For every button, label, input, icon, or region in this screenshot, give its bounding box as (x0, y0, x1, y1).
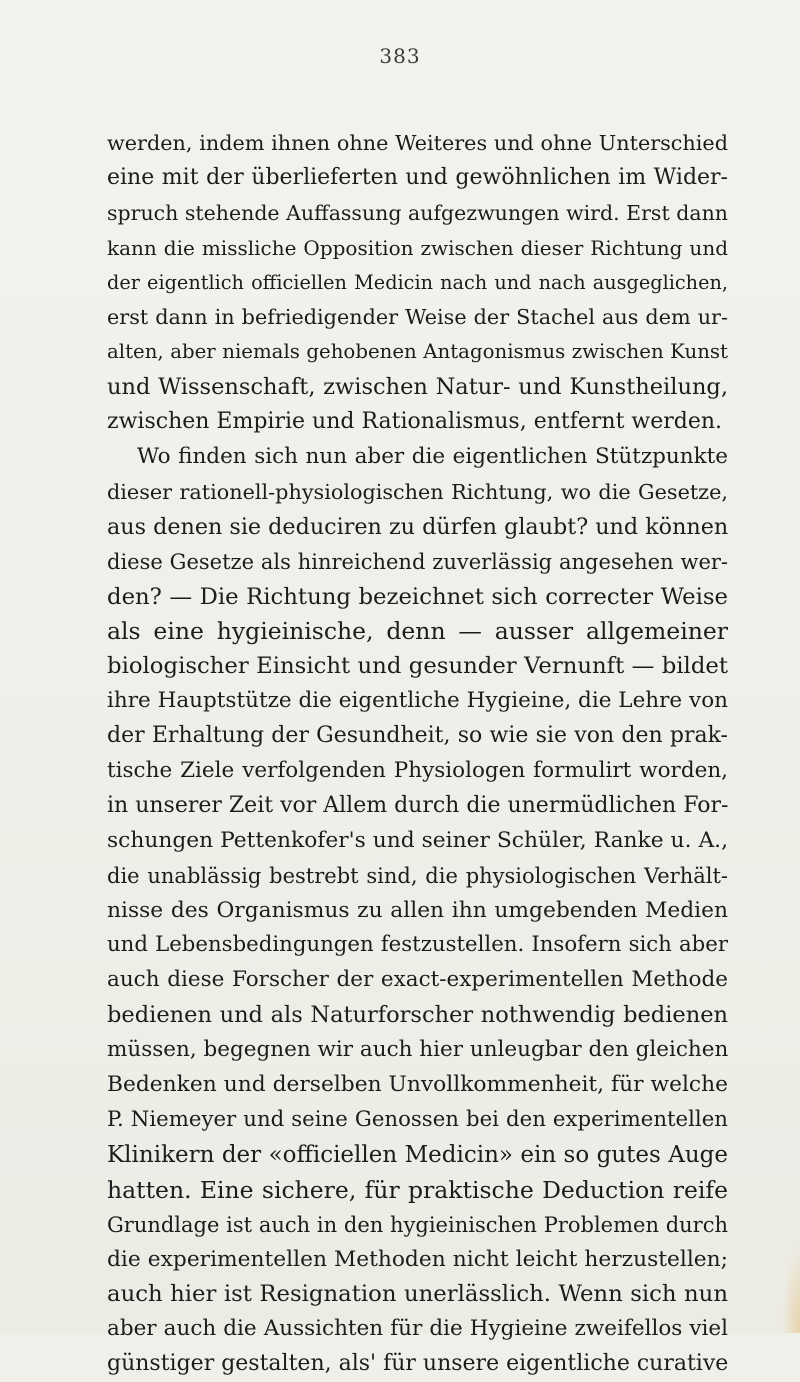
text-line: Bedenken und derselben Unvollkommenheit, für welche (107, 1072, 728, 1098)
text-line: werden, indem ihnen ohne Weiteres und ohne Unterschied (107, 131, 728, 155)
text-line: Grundlage ist auch in den hygieinischen Problemen durch (107, 1212, 728, 1237)
text-line: hatten. Eine sichere, für praktische Deduction reife (107, 1175, 728, 1204)
body-text (107, 126, 728, 1382)
text-line: ihre Hauptstütze die eigentliche Hygieine, die Lehre von (107, 688, 728, 714)
text-line: günstiger gestalten, als' für unsere eigentliche curative (107, 1351, 728, 1377)
text-line: dieser rationell-physiologischen Richtung, wo die Gesetze, (107, 479, 728, 504)
text-line: in unserer Zeit vor Allem durch die unermüdlichen For- (107, 792, 728, 818)
text-line: P. Niemeyer und seine Genossen bei den experimentellen (107, 1106, 728, 1132)
text-line: müssen, begegnen wir auch hier unleugbar den gleichen (107, 1037, 728, 1063)
text-line: und Lebensbedingungen festzustellen. Insofern sich aber (107, 932, 728, 958)
text-line: eine mit der überlieferten und gewöhnlichen im Wider- (107, 164, 728, 190)
text-line: alten, aber niemals gehobenen Antagonismus zwischen Kunst (107, 340, 728, 364)
text-line: der eigentlich officiellen Medicin nach und nach ausgeglichen, (107, 270, 728, 294)
text-line: nisse des Organismus zu allen ihn umgebenden Medien (107, 897, 728, 923)
paper-stain (782, 1243, 800, 1333)
text-line: bedienen und als Naturforscher nothwendig bedienen (107, 1002, 728, 1029)
text-line: erst dann in befriedigender Weise der Stachel aus dem ur- (107, 305, 728, 330)
text-line: und Wissenschaft, zwischen Natur- und Kunstheilung, (107, 374, 728, 401)
text-line: als eine hygieinische, denn — ausser allgemeiner (107, 617, 728, 646)
text-line: die experimentellen Methoden nicht leicht herzustellen; (107, 1246, 728, 1272)
text-line: Klinikern der «officiellen Medicin» ein so gutes Auge (107, 1141, 728, 1168)
text-line: Wo finden sich nun aber die eigentlichen Stützpunkte (137, 444, 728, 470)
text-line: die unablässig bestrebt sind, die physiologischen Verhält- (107, 863, 728, 888)
text-line: auch hier ist Resignation unerlässlich. Wenn sich nun (107, 1281, 728, 1308)
text-line: diese Gesetze als hinreichend zuverlässig angesehen wer- (107, 549, 728, 574)
text-line: der Erhaltung der Gesundheit, so wie sie von den prak- (107, 723, 728, 749)
text-line: schungen Pettenkofer's und seiner Schüler, Ranke u. A., (107, 827, 728, 853)
text-line: auch diese Forscher der exact-experimentellen Methode (107, 967, 728, 993)
page-number: 383 (379, 44, 421, 68)
text-line: tische Ziele verfolgenden Physiologen formulirt worden, (107, 758, 728, 784)
text-line: zwischen Empirie und Rationalismus, entfernt werden. (107, 409, 723, 435)
text-line: biologischer Einsicht und gesunder Vernunft — bildet (107, 653, 728, 680)
text-line: den? — Die Richtung bezeichnet sich correcter Weise (107, 583, 728, 610)
text-line: spruch stehende Auffassung aufgezwungen wird. Erst dann (107, 200, 728, 225)
text-line: kann die missliche Opposition zwischen dieser Richtung und (107, 235, 728, 260)
text-line: aber auch die Aussichten für die Hygieine zweifellos viel (107, 1316, 728, 1342)
text-line: aus denen sie deduciren zu dürfen glaubt? und können (107, 513, 728, 540)
